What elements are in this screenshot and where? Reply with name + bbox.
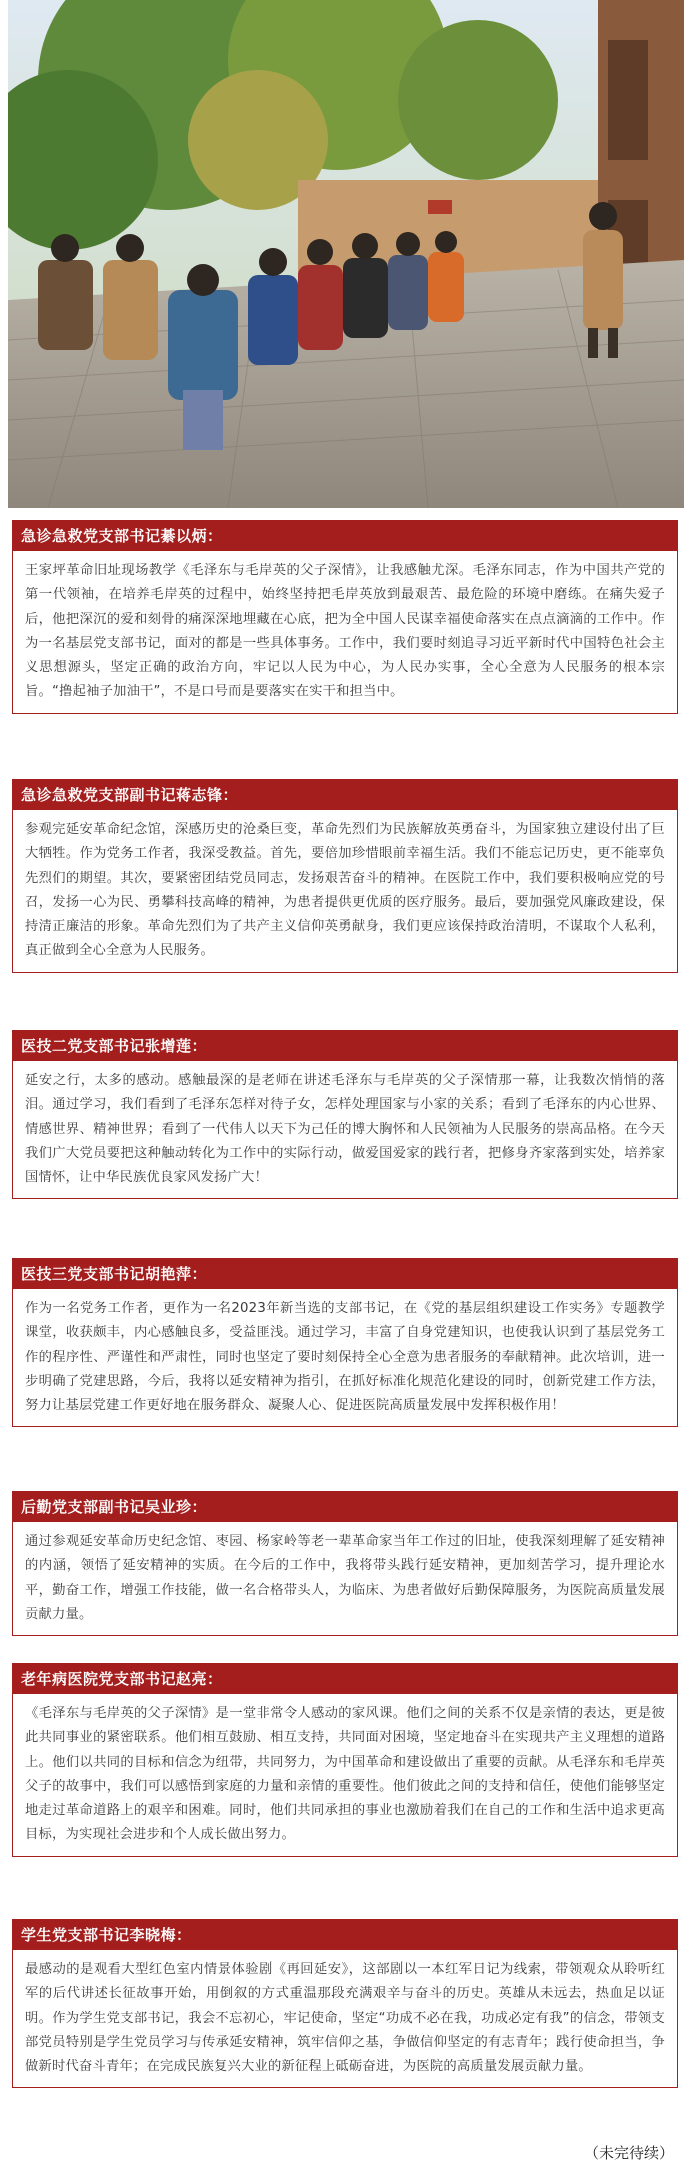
section-card — [12, 1491, 678, 1636]
section-title: 老年病医院党支部书记赵亮： — [13, 1664, 677, 1694]
section-text: 通过参观延安革命历史纪念馆、枣园、杨家岭等老一辈革命家当年工作过的旧址，使我深刻理解了延安精神的内涵，领悟了延安精神的实质。在今后的工作中，我将带头践行延安精神，更加刻苦学习，提升理论水平，勤奋工作，增强工作技能，做一名合格带头人，为临床、为患者做好后勤保障服务，为医院高质量发展贡献力量。 — [25, 1534, 665, 1622]
section-title: 学生党支部书记李晓梅： — [13, 1920, 677, 1950]
to-be-continued-note: （未完待续） — [583, 2144, 674, 2162]
group-photo — [8, 0, 684, 508]
section-card — [12, 520, 678, 714]
section-text: 最感动的是观看大型红色室内情景体验剧《再回延安》，这部剧以一本红军日记为线索，带领观众从聆听红军的后代讲述长征故事开始，用倒叙的方式重温那段充满艰辛与奋斗的历史。英雄从未远去，热血足以证明。作为学生党支部书记，我会不忘初心，牢记使命，坚定“功成不必在我，功成必定有我”的信念，带领支部党员特别是学生党员学习与传承延安精神，筑牢信仰之基，争做信仰坚定的有志青年；践行使命担当，争做新时代奋斗青年；在完成民族复兴大业的新征程上砥砺奋进，为医院的高质量发展贡献力量。 — [25, 1962, 665, 2075]
section-text: 延安之行，太多的感动。感触最深的是老师在讲述毛泽东与毛岸英的父子深情那一幕，让我数次悄悄的落泪。通过学习，我们看到了毛泽东怎样对待子女，怎样处理国家与小家的关系；看到了毛泽东的内心世界、情感世界、精神世界；看到了一代伟人以天下为己任的博大胸怀和人民领袖为人民服务的崇高品格。在今天我们广大党员要把这种触动转化为工作中的实际行动，做爱国爱家的践行者，把修身齐家落到实处，培养家国情怀，让中华民族优良家风发扬广大！ — [25, 1073, 665, 1186]
section-card — [12, 1919, 678, 2088]
section-card — [12, 1258, 678, 1427]
section-text: 参观完延安革命纪念馆，深感历史的沧桑巨变，革命先烈们为民族解放英勇奋斗，为国家独立建设付出了巨大牺牲。作为党务工作者，我深受教益。首先，要倍加珍惜眼前幸福生活。我们不能忘记历史，更不能辜负先烈们的期望。其次，要紧密团结党员同志，发扬艰苦奋斗的精神。在医院工作中，我们要积极响应党的号召，发扬一心为民、勇攀科技高峰的精神，为患者提供更优质的医疗服务。最后，要加强党风廉政建设，保持清正廉洁的形象。革命先烈们为了共产主义信仰英勇献身，我们更应该保持政治清明，不谋取个人私利，真正做到全心全意为人民服务。 — [25, 822, 665, 959]
section-text: 《毛泽东与毛岸英的父子深情》是一堂非常令人感动的家风课。他们之间的关系不仅是亲情的表达，更是彼此共同事业的紧密联系。他们相互鼓励、相互支持，共同面对困境，坚定地奋斗在实现共产主义理想的道路上。他们以共同的目标和信念为纽带，共同努力，为中国革命和建设做出了重要的贡献。从毛泽东和毛岸英父子的故事中，我们可以感悟到家庭的力量和亲情的重要性。他们彼此之间的支持和信任，使他们能够坚定地走过革命道路上的艰辛和困难。同时，他们共同承担的事业也激励着我们在自己的工作和生活中追求更高目标，为实现社会进步和个人成长做出努力。 — [25, 1706, 665, 1843]
section-title: 急诊急救党支部副书记蒋志锋： — [13, 780, 677, 810]
section-text: 王家坪革命旧址现场教学《毛泽东与毛岸英的父子深情》，让我感触尤深。毛泽东同志，作为中国共产党的第一代领袖，在培养毛岸英的过程中，始终坚持把毛岸英放到最艰苦、最危险的环境中磨练。在痛失爱子后，他把深沉的爱和刻骨的痛深深地埋藏在心底，把为全中国人民谋幸福使命落实在点点滴滴的工作中。作为一名基层党支部书记，面对的都是一些具体事务。工作中，我们要时刻追寻习近平新时代中国特色社会主义思想源头，坚定正确的政治方向，牢记以人民为中心，为人民办实事，全心全意为人民服务的根本宗旨。“撸起袖子加油干”，不是口号而是要落实在实干和担当中。 — [25, 563, 665, 700]
section-title: 医技二党支部书记张增莲： — [13, 1031, 677, 1061]
section-card — [12, 779, 678, 973]
section-title: 医技三党支部书记胡艳萍： — [13, 1259, 677, 1289]
section-title: 急诊急救党支部书记綦以炳： — [13, 521, 677, 551]
section-card — [12, 1663, 678, 1857]
section-title: 后勤党支部副书记吴业珍： — [13, 1492, 677, 1522]
section-text: 作为一名党务工作者，更作为一名2023年新当选的支部书记，在《党的基层组织建设工作实务》专题教学课堂，收获颇丰，内心感触良多，受益匪浅。通过学习，丰富了自身党建知识，也使我认识到了基层党务工作的程序性、严谨性和严肃性，同时也坚定了要时刻保持全心全意为患者服务的奉献精神。此次培训，进一步明确了党建思路，今后，我将以延安精神为指引，在抓好标准化规范化建设的同时，创新党建工作方法，努力让基层党建工作更好地在服务群众、凝聚人心、促进医院高质量发展中发挥积极作用！ — [25, 1301, 665, 1414]
section-card — [12, 1030, 678, 1199]
